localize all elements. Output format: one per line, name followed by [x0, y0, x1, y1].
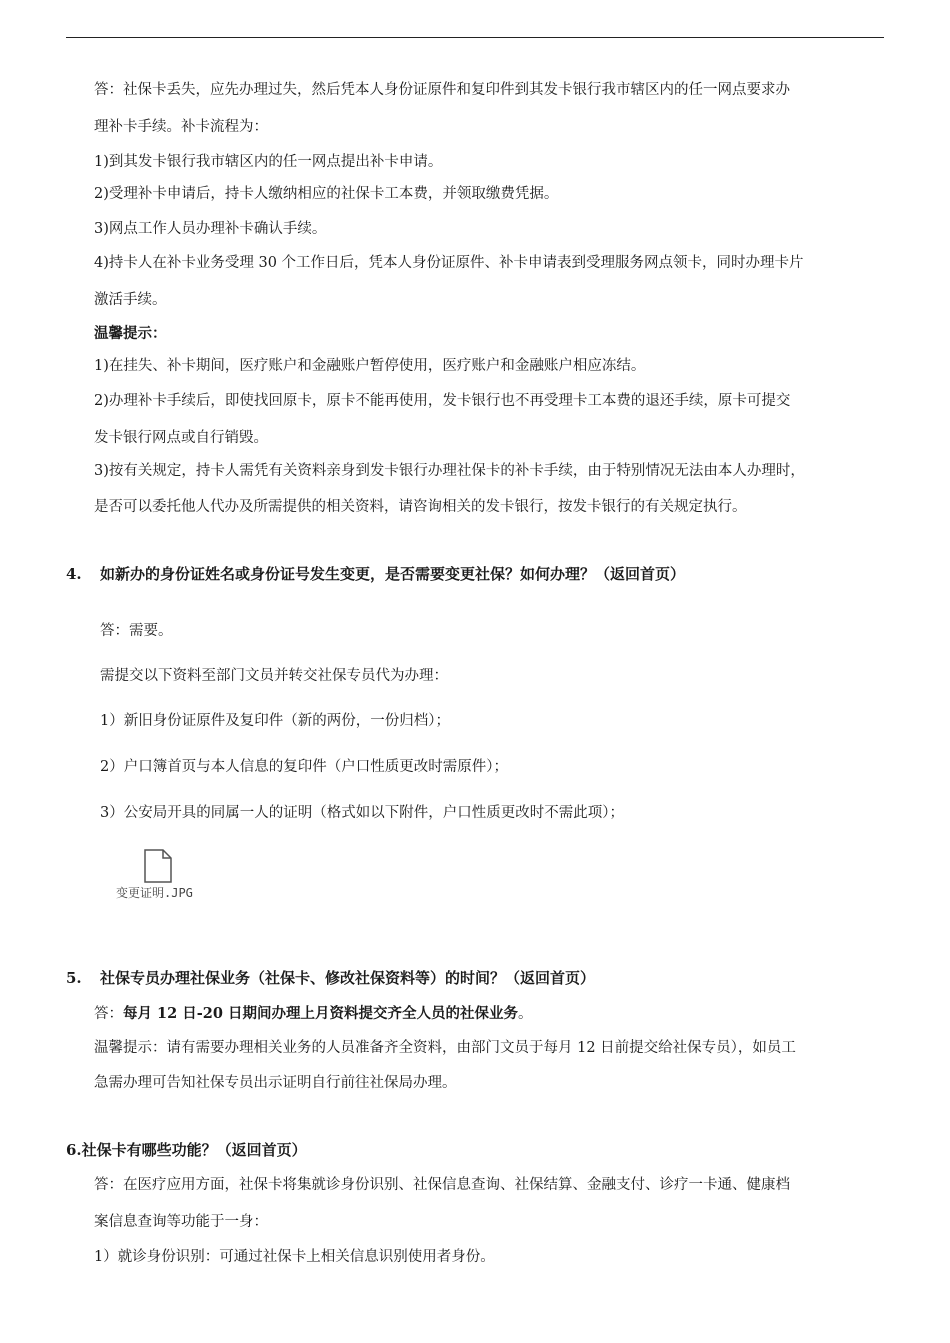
s4-item-3: 3）公安局开具的同属一人的证明（格式如以下附件，户口性质更改时不需此项）； [100, 805, 624, 821]
s5-answer-bold: 每月 12 日-20 日期间办理上月资料提交齐全人员的社保业务 [123, 1005, 519, 1022]
s3-tip-3-line2: 是否可以委托他人代办及所需提供的相关资料，请咨询相关的发卡银行，按发卡银行的有关规定执行。 [94, 499, 747, 515]
s3-step-1: 1)到其发卡银行我市辖区内的任一网点提出补卡申请。 [94, 154, 443, 170]
s3-tip-3-line1: 3)按有关规定，持卡人需凭有关资料亲身到发卡银行办理社保卡的补卡手续，由于特别情况无法由本人办理时， [94, 463, 805, 479]
s3-tip-1: 1)在挂失、补卡期间，医疗账户和金融账户暂停使用，医疗账户和金融账户相应冻结。 [94, 358, 646, 374]
section-5-number: 5. [66, 969, 82, 987]
s3-step-4-line2: 激活手续。 [94, 292, 167, 308]
s5-answer [94, 1004, 533, 1024]
s3-step-4-line1: 4)持卡人在补卡业务受理 30 个工作日后，凭本人身份证原件、补卡申请表到受理服务网点领卡，同时办理卡片 [94, 255, 804, 271]
section-4-number: 4. [66, 565, 82, 583]
s3-tip-2-line2: 发卡银行网点或自行销毁。 [94, 430, 268, 446]
s5-tip-line1: 温馨提示：请有需要办理相关业务的人员准备齐全资料，由部门文员于每月 12 日前提交给社保专员），如员工 [94, 1040, 796, 1056]
s3-tip-title: 温馨提示： [94, 325, 167, 342]
s4-item-1: 1）新旧身份证原件及复印件（新的两份，一份归档）； [100, 713, 450, 729]
s5-answer-suffix: 。 [518, 1006, 533, 1022]
s6-answer-line1: 答：在医疗应用方面，社保卡将集就诊身份识别、社保信息查询、社保结算、金融支付、诊疗一卡通、健康档 [94, 1177, 790, 1193]
section-6-heading[interactable]: 6.社保卡有哪些功能？（返回首页） [66, 1141, 307, 1159]
s4-item-2: 2）户口簿首页与本人信息的复印件（户口性质更改时需原件）； [100, 759, 508, 775]
header-rule [66, 37, 884, 38]
section-5-heading[interactable] [66, 968, 595, 988]
s6-item-1: 1）就诊身份识别：可通过社保卡上相关信息识别使用者身份。 [94, 1249, 495, 1265]
s5-tip-line2: 急需办理可告知社保专员出示证明自行前往社保局办理。 [94, 1075, 457, 1091]
attachment-filename[interactable]: 变更证明.JPG [116, 886, 193, 900]
s4-answer: 答：需要。 [100, 623, 173, 639]
s5-answer-prefix: 答： [94, 1006, 123, 1022]
section-4-title[interactable]: 如新办的身份证姓名或身份证号发生变更，是否需要变更社保？如何办理？（返回首页） [100, 565, 686, 583]
s3-step-3: 3)网点工作人员办理补卡确认手续。 [94, 221, 327, 237]
file-icon[interactable] [143, 849, 173, 883]
s6-answer-line2: 案信息查询等功能于一身： [94, 1214, 268, 1230]
s3-answer-line2: 理补卡手续。补卡流程为： [94, 119, 268, 135]
section-5-title[interactable]: 社保专员办理社保业务（社保卡、修改社保资料等）的时间？（返回首页） [100, 969, 596, 987]
s3-answer-line1: 答：社保卡丢失，应先办理过失，然后凭本人身份证原件和复印件到其发卡银行我市辖区内的任一网点要求办 [94, 82, 790, 98]
s3-step-2: 2)受理补卡申请后，持卡人缴纳相应的社保卡工本费，并领取缴费凭据。 [94, 186, 559, 202]
section-4-heading[interactable] [66, 564, 685, 584]
s4-intro: 需提交以下资料至部门文员并转交社保专员代为办理： [100, 668, 448, 684]
s3-tip-2-line1: 2)办理补卡手续后，即使找回原卡，原卡不能再使用，发卡银行也不再受理卡工本费的退还手续，原卡可提交 [94, 393, 791, 409]
